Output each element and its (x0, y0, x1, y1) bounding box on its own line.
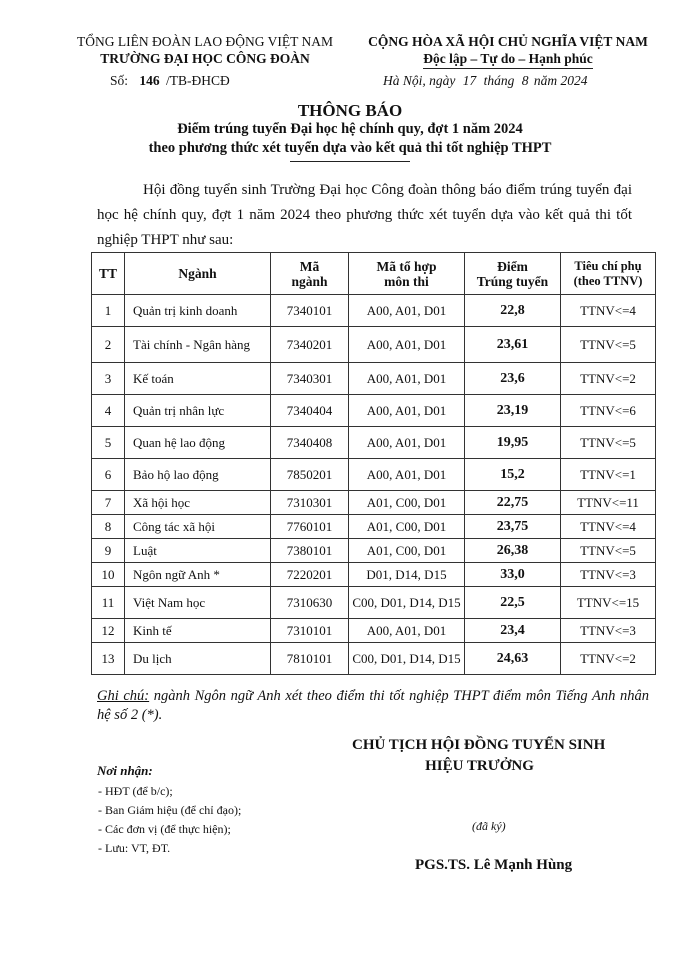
org-school-name: TRƯỜNG ĐẠI HỌC CÔNG ĐOÀN (100, 51, 310, 66)
subtitle-divider (290, 161, 410, 162)
table-body (92, 295, 656, 675)
header-tt: TT (92, 253, 125, 295)
document-title: THÔNG BÁO (297, 101, 403, 120)
row-score: 24,63 (465, 643, 561, 675)
row-tt: 1 (92, 295, 125, 327)
national-motto: Độc lập – Tự do – Hạnh phúc (423, 50, 593, 69)
table-row (92, 539, 656, 563)
header-crit-l1: Tiêu chí phụ (574, 258, 642, 273)
row-code: 7340408 (271, 427, 349, 459)
row-criteria: TTNV<=15 (561, 587, 656, 619)
row-criteria: TTNV<=6 (561, 395, 656, 427)
signature-position: HIỆU TRƯỞNG (425, 758, 534, 774)
row-code: 7380101 (271, 539, 349, 563)
admission-scores-table (91, 252, 656, 675)
row-combo: A00, A01, D01 (349, 619, 465, 643)
header-crit-l2: (theo TTNV) (573, 273, 643, 288)
row-tt: 12 (92, 619, 125, 643)
row-major: Quản trị nhân lực (125, 395, 271, 427)
date-mid2: năm 2024 (533, 73, 588, 88)
row-major: Việt Nam học (125, 587, 271, 619)
row-score: 33,0 (465, 563, 561, 587)
row-criteria: TTNV<=4 (561, 515, 656, 539)
header-combo-l2: môn thi (384, 273, 429, 289)
table-header-row (92, 253, 656, 295)
row-criteria: TTNV<=2 (561, 643, 656, 675)
table-row (92, 363, 656, 395)
row-combo: A00, A01, D01 (349, 327, 465, 363)
motto-wrap (348, 50, 668, 69)
row-score: 15,2 (465, 459, 561, 491)
row-major: Quan hệ lao động (125, 427, 271, 459)
row-criteria: TTNV<=1 (561, 459, 656, 491)
number-value: 146 (139, 73, 160, 88)
row-score: 26,38 (465, 539, 561, 563)
row-score: 22,8 (465, 295, 561, 327)
table-row (92, 563, 656, 587)
row-combo: A00, A01, D01 (349, 395, 465, 427)
row-score: 19,95 (465, 427, 561, 459)
header-score (465, 253, 561, 295)
number-prefix: Số: (110, 73, 129, 88)
document-date (383, 73, 588, 89)
row-combo: A00, A01, D01 (349, 295, 465, 327)
recipients-label: Nơi nhận: (97, 763, 153, 778)
row-combo: A00, A01, D01 (349, 427, 465, 459)
recipient-item: - HĐT (để b/c); (98, 784, 173, 798)
table-row (92, 643, 656, 675)
org-parent-name: TỔNG LIÊN ĐOÀN LAO ĐỘNG VIỆT NAM (77, 34, 333, 49)
row-major: Bảo hộ lao động (125, 459, 271, 491)
signer-name: PGS.TS. Lê Mạnh Hùng (415, 857, 573, 873)
row-major: Kinh tế (125, 619, 271, 643)
row-combo: A01, C00, D01 (349, 515, 465, 539)
row-score: 23,61 (465, 327, 561, 363)
row-code: 7310630 (271, 587, 349, 619)
row-major: Xã hội học (125, 491, 271, 515)
row-code: 7850201 (271, 459, 349, 491)
national-title: CỘNG HÒA XÃ HỘI CHỦ NGHĨA VIỆT NAM (368, 34, 648, 49)
header-code-l1: Mã (299, 258, 320, 274)
table-row (92, 587, 656, 619)
table-row (92, 515, 656, 539)
recipient-item: - Ban Giám hiệu (để chỉ đạo); (98, 803, 242, 817)
row-major: Quản trị kinh doanh (125, 295, 271, 327)
row-major: Ngôn ngữ Anh * (125, 563, 271, 587)
table-row (92, 491, 656, 515)
row-tt: 10 (92, 563, 125, 587)
row-criteria: TTNV<=5 (561, 539, 656, 563)
row-criteria: TTNV<=11 (561, 491, 656, 515)
row-combo: A01, C00, D01 (349, 539, 465, 563)
table-row (92, 619, 656, 643)
date-prefix: Hà Nội, ngày (383, 73, 456, 88)
header-score-l2: Trúng tuyển (476, 273, 549, 289)
document-subtitle-1: Điểm trúng tuyển Đại học hệ chính quy, đợt 1 năm 2024 (177, 121, 523, 137)
table-row (92, 327, 656, 363)
row-tt: 3 (92, 363, 125, 395)
table-row (92, 459, 656, 491)
row-tt: 7 (92, 491, 125, 515)
row-score: 22,5 (465, 587, 561, 619)
date-day: 17 (462, 73, 477, 88)
row-combo: C00, D01, D14, D15 (349, 587, 465, 619)
row-tt: 11 (92, 587, 125, 619)
row-code: 7340301 (271, 363, 349, 395)
row-major: Kế toán (125, 363, 271, 395)
row-tt: 13 (92, 643, 125, 675)
header-score-l1: Điểm (497, 258, 528, 274)
header-combo-l1: Mã tổ hợp (376, 258, 437, 274)
row-code: 7340404 (271, 395, 349, 427)
row-score: 23,4 (465, 619, 561, 643)
row-combo: A01, C00, D01 (349, 491, 465, 515)
row-major: Tài chính - Ngân hàng (125, 327, 271, 363)
recipient-item: - Lưu: VT, ĐT. (98, 841, 171, 855)
row-tt: 5 (92, 427, 125, 459)
row-code: 7220201 (271, 563, 349, 587)
row-code: 7340101 (271, 295, 349, 327)
date-mid1: tháng (483, 73, 515, 88)
table-row (92, 427, 656, 459)
row-score: 23,75 (465, 515, 561, 539)
row-criteria: TTNV<=4 (561, 295, 656, 327)
row-criteria: TTNV<=5 (561, 327, 656, 363)
row-major: Công tác xã hội (125, 515, 271, 539)
row-combo: A00, A01, D01 (349, 363, 465, 395)
header-combo (349, 253, 465, 295)
row-code: 7810101 (271, 643, 349, 675)
document-number (110, 73, 230, 89)
number-suffix: /TB-ĐHCĐ (166, 73, 230, 88)
row-tt: 6 (92, 459, 125, 491)
row-tt: 4 (92, 395, 125, 427)
org-header (40, 33, 370, 67)
row-tt: 2 (92, 327, 125, 363)
row-criteria: TTNV<=2 (561, 363, 656, 395)
header-code-l2: ngành (291, 273, 328, 289)
row-major: Luật (125, 539, 271, 563)
row-code: 7310101 (271, 619, 349, 643)
row-code: 7310301 (271, 491, 349, 515)
row-tt: 8 (92, 515, 125, 539)
signed-marker: (đã ký) (472, 819, 506, 833)
row-score: 23,19 (465, 395, 561, 427)
table-row (92, 395, 656, 427)
row-combo: A00, A01, D01 (349, 459, 465, 491)
document-subtitle-2: theo phương thức xét tuyển dựa vào kết quả thi tốt nghiệp THPT (148, 140, 552, 156)
intro-paragraph: Hội đồng tuyển sinh Trường Đại học Công đoàn thông báo điểm trúng tuyển đại học hệ chính quy, đợt 1 năm 2024 theo phương thức xét tuyển dựa vào kết quả thi tốt nghiệp THPT như sau: (97, 182, 632, 248)
footnote-label: Ghi chú: (97, 688, 150, 704)
header-major: Ngành (125, 253, 271, 295)
row-criteria: TTNV<=5 (561, 427, 656, 459)
header-code (271, 253, 349, 295)
table-row (92, 295, 656, 327)
row-score: 22,75 (465, 491, 561, 515)
footnote (97, 687, 649, 725)
signature-title: CHỦ TỊCH HỘI ĐỒNG TUYỂN SINH (352, 737, 606, 753)
row-code: 7340201 (271, 327, 349, 363)
row-combo: C00, D01, D14, D15 (349, 643, 465, 675)
row-code: 7760101 (271, 515, 349, 539)
row-score: 23,6 (465, 363, 561, 395)
row-criteria: TTNV<=3 (561, 619, 656, 643)
row-major: Du lịch (125, 643, 271, 675)
row-tt: 9 (92, 539, 125, 563)
recipient-item: - Các đơn vị (để thực hiện); (98, 822, 231, 836)
row-combo: D01, D14, D15 (349, 563, 465, 587)
date-month: 8 (521, 73, 529, 88)
row-criteria: TTNV<=3 (561, 563, 656, 587)
national-header (348, 33, 668, 69)
header-criteria (561, 253, 656, 295)
footnote-text: ngành Ngôn ngữ Anh xét theo điểm thi tốt nghiệp THPT điểm môn Tiếng Anh nhân hệ số 2 (*). (97, 688, 650, 723)
